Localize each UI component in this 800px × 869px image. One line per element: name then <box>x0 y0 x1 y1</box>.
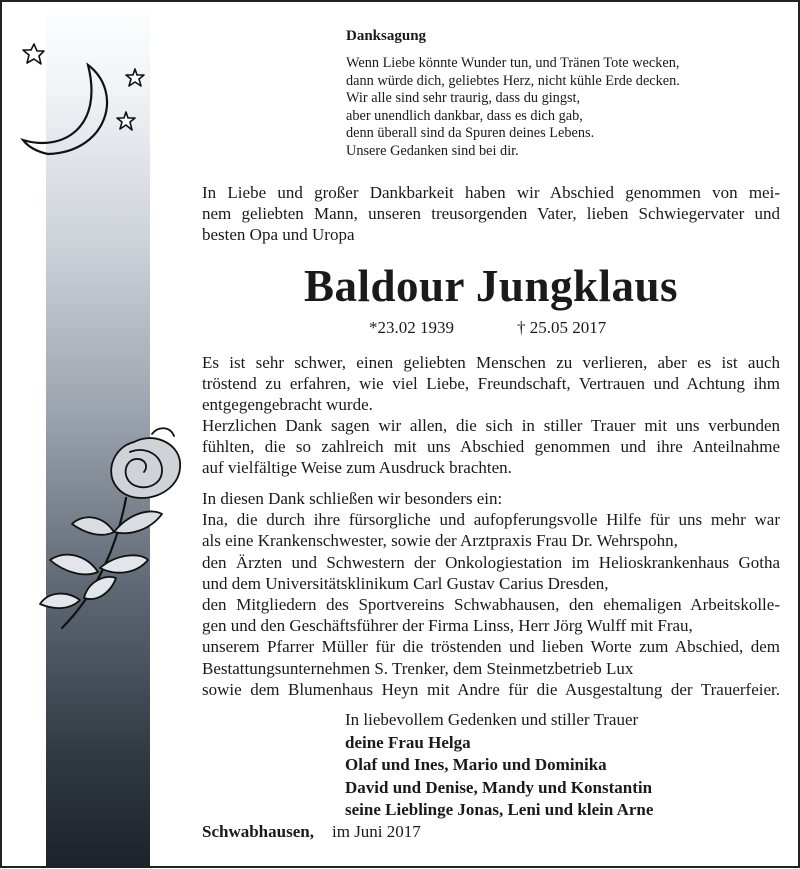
text-line: entgegengebracht wurde. <box>202 395 373 415</box>
poem-line: Unsere Gedanken sind bei dir. <box>346 142 519 159</box>
text-line: und dem Universitätsklinikum Carl Gustav Carius Dresden, <box>202 573 609 593</box>
death-date: † 25.05 2017 <box>517 318 607 337</box>
text-line: Bestattungsunternehmen S. Trenker, dem Steinmetzbetrieb Lux <box>202 658 634 678</box>
poem-line: aber unendlich dankbar, dass es dich gab, <box>346 107 583 124</box>
family-line: seine Lieblinge Jonas, Leni und klein Arne <box>345 800 654 819</box>
text-line: In Liebe und großer Dankbarkeit haben wir Abschied genommen von mei- <box>202 183 780 202</box>
text-line: auf vielfältige Weise zum Ausdruck brachten. <box>202 458 512 478</box>
poem-line: Wenn Liebe könnte Wunder tun, und Tränen Tote wecken, <box>346 55 680 71</box>
paragraph-2 <box>202 415 780 479</box>
family-line: Olaf und Ines, Mario und Dominika <box>345 755 607 774</box>
text-line: gen und den Geschäftsführer der Firma Linss, Herr Jörg Wulff mit Frau, <box>202 616 693 636</box>
text-line: tröstend zu erfahren, wie viel Liebe, Freundschaft, Vertrauen und Achtung ihm <box>202 374 780 394</box>
text-line: unserem Pfarrer Müller für die tröstenden und lieben Worte zum Abschied, dem <box>202 637 780 657</box>
text-line: den Ärzten und Schwestern der Onkologiestation im Helioskrankenhaus Gotha <box>202 552 780 572</box>
text-line: In diesen Dank schließen wir besonders ein: <box>202 489 503 508</box>
closing-intro: In liebevollem Gedenken und stiller Trauer <box>345 710 639 729</box>
text-line: Ina, die durch ihre fürsorgliche und aufopferungsvolle Hilfe für uns mehr war <box>202 510 780 530</box>
paragraph-1 <box>202 352 780 416</box>
family-line: David und Denise, Mandy und Konstantin <box>345 777 653 797</box>
place: Schwabhausen, <box>202 822 314 841</box>
text-line: Herzlichen Dank sagen wir allen, die sich in stiller Trauer mit uns verbunden <box>202 416 780 435</box>
moon-icon <box>23 65 107 154</box>
text-line: fühlten, die so zahlreich mit uns Abschied genommen und ihre Anteilnahme <box>202 437 780 457</box>
poem <box>346 55 680 161</box>
text-line: als eine Krankenschwester, sowie der Arztpraxis Frau Dr. Wehrspohn, <box>202 531 678 551</box>
poem-heading: Danksagung <box>346 28 427 44</box>
rose-icon <box>40 428 180 628</box>
paragraph-3 <box>202 488 780 700</box>
text-line: Es ist sehr schwer, einen geliebten Menschen zu verlieren, aber es ist auch <box>202 353 780 372</box>
poem-line: denn überall sind da Spuren deines Lebens. <box>346 125 595 142</box>
deceased-name: Baldour Jungklaus <box>303 261 679 311</box>
date: im Juni 2017 <box>332 822 421 841</box>
birth-date: *23.02 1939 <box>369 318 454 337</box>
family-line: deine Frau Helga <box>345 732 471 752</box>
text-line: den Mitgliedern des Sportvereins Schwabhausen, den ehemaligen Arbeitskolle- <box>202 595 780 615</box>
closing-block <box>345 709 653 822</box>
star-icon <box>23 44 144 130</box>
poem-line: Wir alle sind sehr traurig, dass du gingst, <box>346 90 581 107</box>
poem-line: dann würde dich, geliebtes Herz, nicht kühle Erde decken. <box>346 72 680 89</box>
text-line: sowie dem Blumenhaus Heyn mit Andre für die Ausgestaltung der Trauerfeier. <box>202 679 780 699</box>
text-line: nem geliebten Mann, unseren treusorgenden Vater, lieben Schwiegervater und <box>202 204 780 224</box>
intro-paragraph <box>202 182 780 246</box>
text-line: besten Opa und Uropa <box>202 225 355 245</box>
